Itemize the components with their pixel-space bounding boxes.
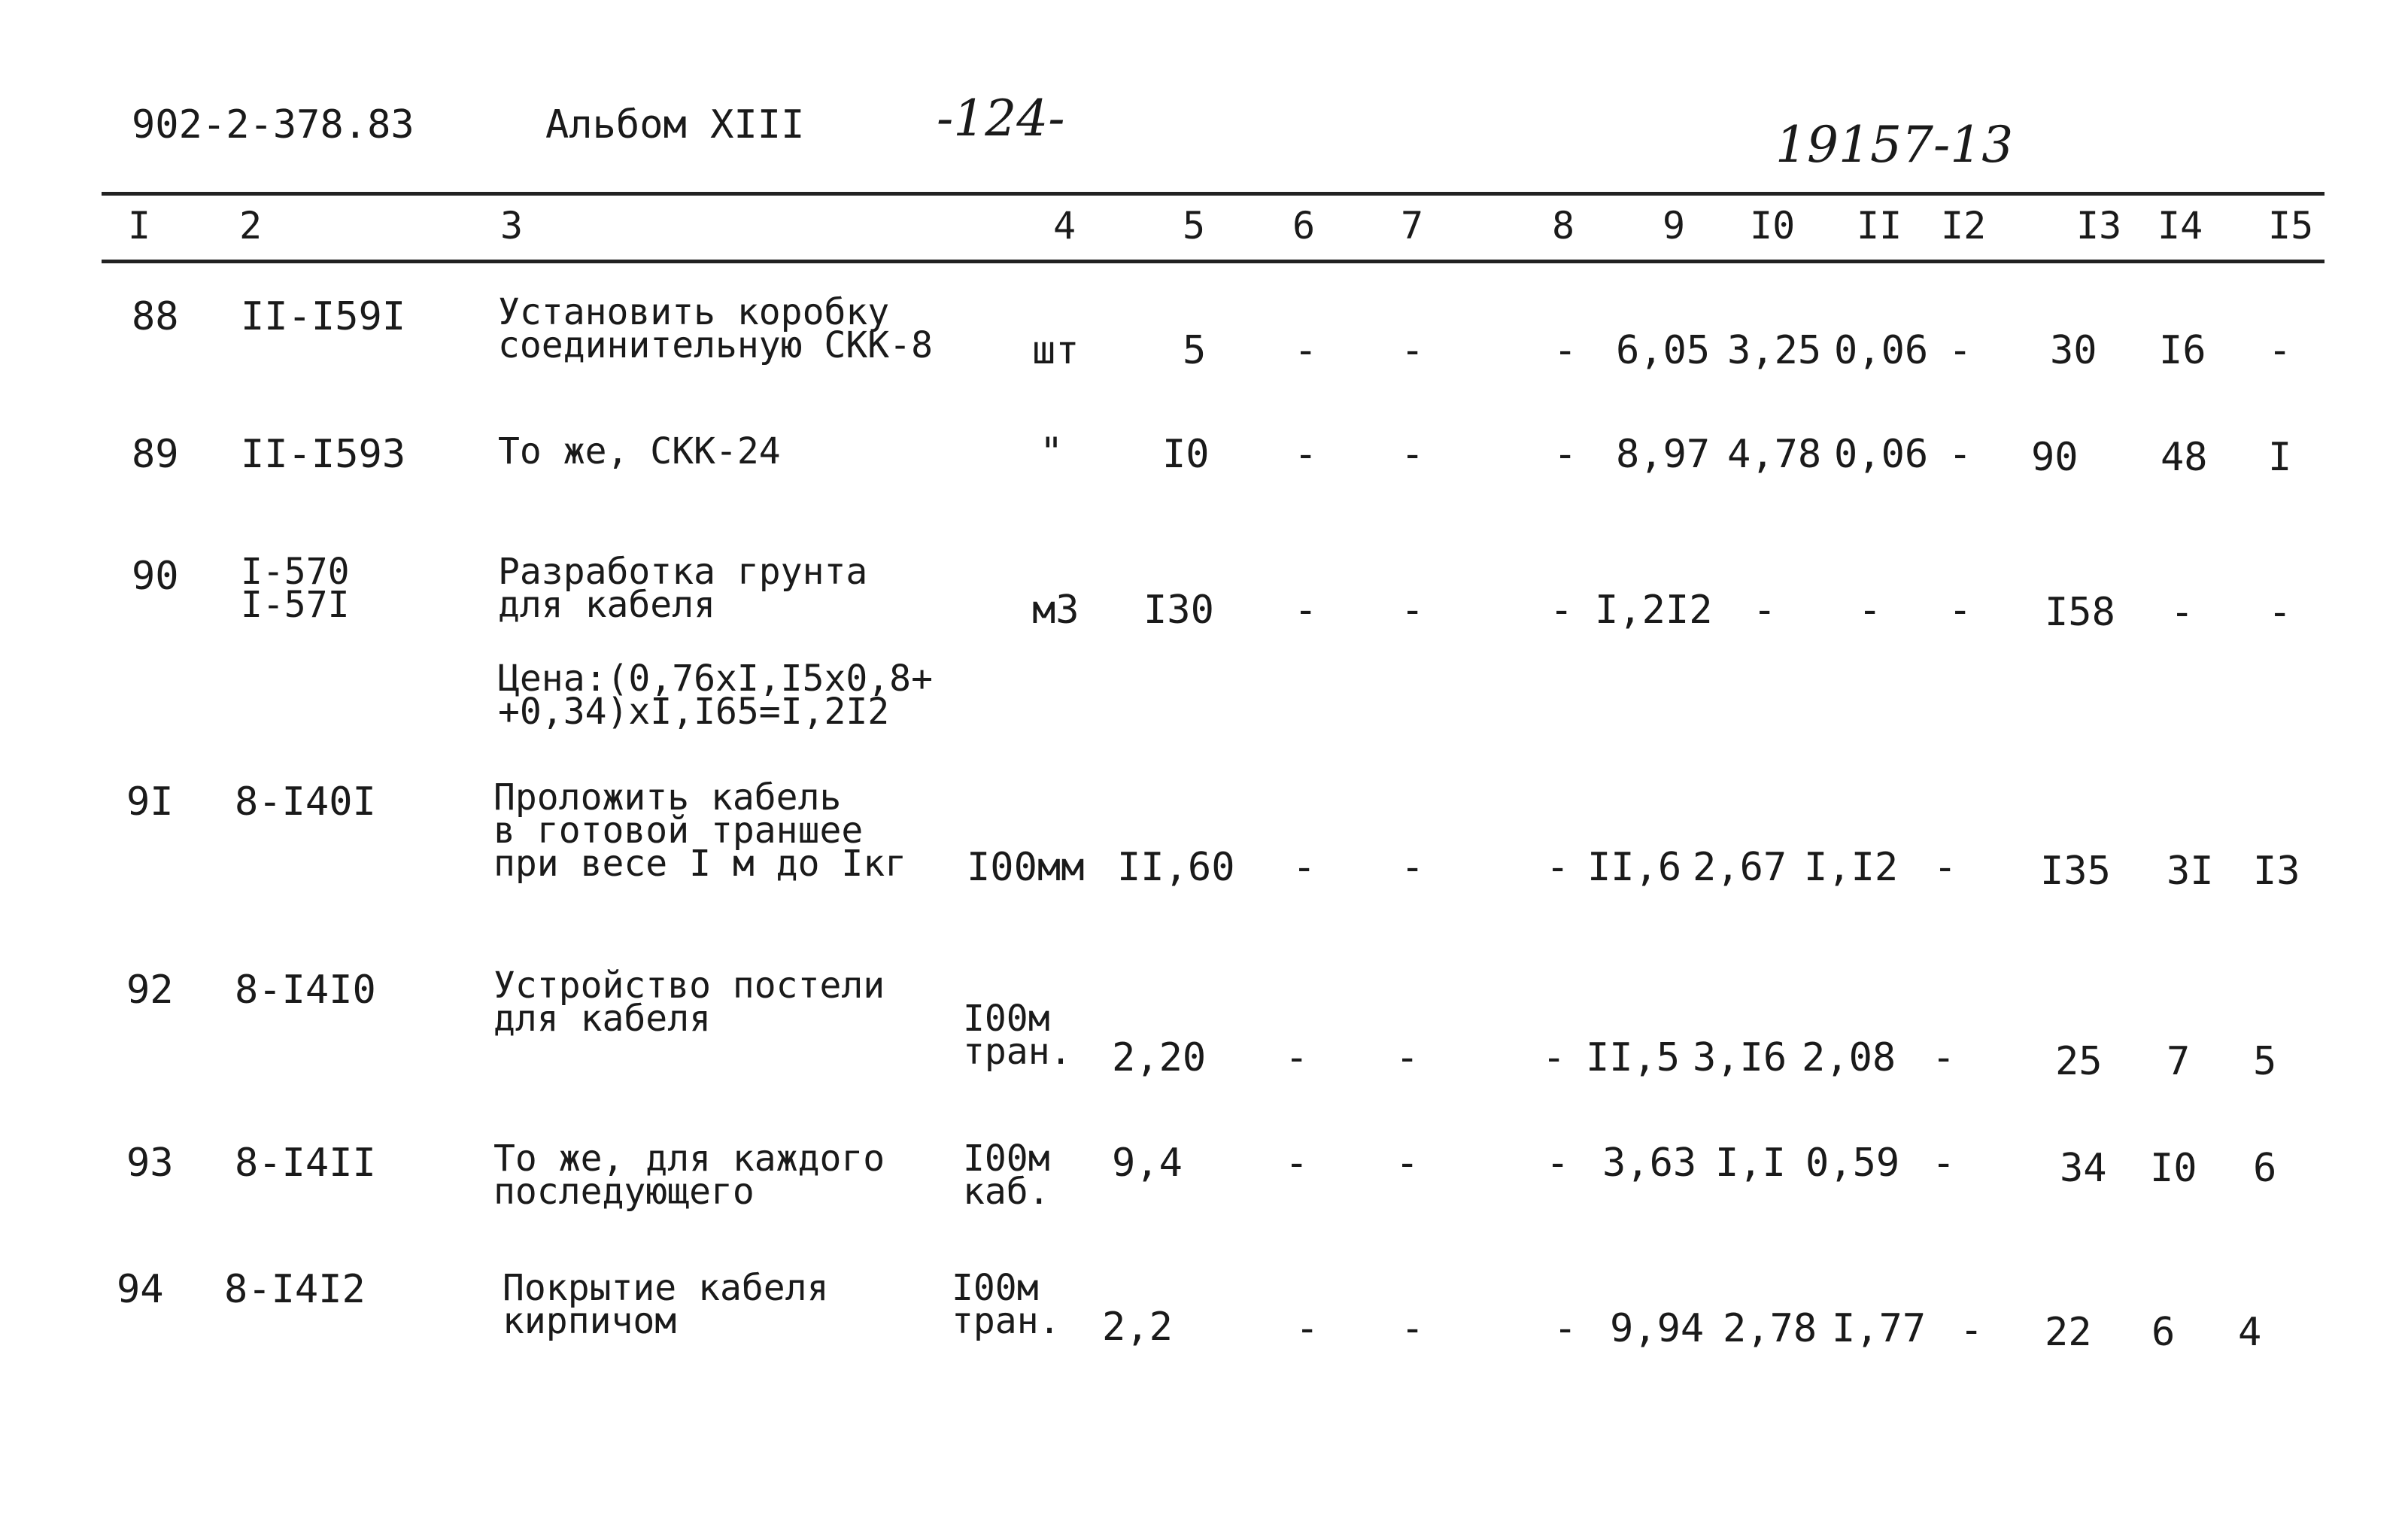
col11-value: I,I2: [1804, 845, 1899, 890]
col9-value: 3,63: [1602, 1141, 1697, 1186]
col6-value: -: [1292, 845, 1316, 890]
unit: ": [1040, 430, 1064, 475]
col8-value: -: [1542, 1035, 1566, 1080]
column-header: 3: [500, 204, 524, 248]
col7-value: -: [1395, 1141, 1420, 1186]
col12-value: -: [1948, 432, 1972, 477]
quantity: II,60: [1117, 845, 1235, 890]
unit: I00м тран.: [952, 1267, 1061, 1342]
quantity: I30: [1143, 588, 1214, 633]
norm-code: II-I59I: [241, 294, 406, 339]
col7-value: -: [1395, 1035, 1420, 1080]
norm-code: I-570 I-57I: [241, 551, 350, 626]
col10-value: 2,67: [1693, 845, 1787, 890]
column-header: 7: [1401, 204, 1424, 248]
col15-value: -: [2268, 590, 2292, 635]
row-number: 94: [117, 1267, 164, 1312]
col11-value: 0,06: [1834, 432, 1929, 477]
col8-value: -: [1546, 845, 1570, 890]
col11-value: I,77: [1832, 1306, 1927, 1351]
col14-value: 6: [2151, 1310, 2176, 1355]
col6-value: -: [1294, 328, 1318, 373]
col7-value: -: [1401, 432, 1425, 477]
col13-value: 22: [2045, 1310, 2092, 1355]
column-header: I5: [2268, 204, 2314, 248]
row-number: 92: [126, 968, 174, 1013]
work-description: Проложить кабель в готовой траншее при весе I м до Iкг: [493, 776, 907, 885]
column-header: I0: [1750, 204, 1796, 248]
norm-code: 8-I4I2: [224, 1267, 366, 1312]
row-number: 93: [126, 1141, 174, 1186]
album-label: Альбом XIII: [545, 102, 805, 147]
quantity: 2,20: [1112, 1035, 1207, 1080]
col13-value: I58: [2045, 590, 2115, 635]
unit: I00м тран.: [963, 998, 1072, 1073]
col14-value: 3I: [2167, 849, 2214, 894]
norm-code: 8-I4II: [235, 1141, 376, 1186]
header-bottom-rule: [102, 260, 2324, 263]
column-header: I3: [2076, 204, 2122, 248]
work-description: Устройство постели для кабеля: [493, 964, 885, 1040]
col6-value: -: [1285, 1141, 1309, 1186]
col12-value: -: [1932, 1141, 1956, 1186]
col10-value: 4,78: [1727, 432, 1822, 477]
norm-code: 8-I40I: [235, 779, 376, 825]
work-description: Разработка грунта для кабеля: [498, 551, 868, 626]
col10-value: I,I: [1715, 1141, 1786, 1186]
col12-value: -: [1933, 845, 1957, 890]
col14-value: -: [2170, 590, 2194, 635]
unit: I00м каб.: [963, 1138, 1050, 1213]
col9-value: II,5: [1586, 1035, 1681, 1080]
col9-value: 6,05: [1616, 328, 1711, 373]
column-header: I4: [2157, 204, 2203, 248]
col10-value: 3,I6: [1693, 1035, 1787, 1080]
unit: м3: [1032, 588, 1080, 633]
col15-value: 5: [2253, 1039, 2277, 1084]
col8-value: -: [1553, 432, 1577, 477]
col13-value: 34: [2060, 1146, 2107, 1191]
price-note: Цена:(0,76хI,I5х0,8+ +0,34)хI,I65=I,2I2: [498, 658, 933, 733]
work-description: То же, СКК-24: [498, 430, 781, 472]
col11-value: -: [1858, 588, 1882, 633]
col12-value: -: [1932, 1035, 1956, 1080]
col8-value: -: [1550, 588, 1574, 633]
page-number: -124-: [937, 90, 1065, 147]
col10-value: 3,25: [1727, 328, 1822, 373]
column-header: I2: [1941, 204, 1987, 248]
col8-value: -: [1546, 1141, 1570, 1186]
row-number: 9I: [126, 779, 174, 825]
col10-value: -: [1753, 588, 1777, 633]
col13-value: 25: [2055, 1039, 2103, 1084]
quantity: 5: [1183, 328, 1207, 373]
col6-value: -: [1294, 588, 1318, 633]
document-code: 902-2-378.83: [132, 102, 414, 147]
col12-value: -: [1948, 328, 1972, 373]
col8-value: -: [1553, 328, 1577, 373]
col9-value: 9,94: [1610, 1306, 1705, 1351]
col13-value: I35: [2040, 849, 2111, 894]
work-description: Покрытие кабеля кирпичом: [503, 1267, 829, 1342]
col10-value: 2,78: [1723, 1306, 1817, 1351]
col15-value: 6: [2253, 1146, 2277, 1191]
quantity: 9,4: [1112, 1141, 1183, 1186]
col12-value: -: [1960, 1308, 1984, 1353]
col14-value: I6: [2159, 328, 2206, 373]
col9-value: 8,97: [1616, 432, 1711, 477]
column-header: 2: [239, 204, 263, 248]
quantity: 2,2: [1102, 1305, 1173, 1350]
col15-value: I: [2268, 435, 2292, 480]
column-header: I: [128, 204, 151, 248]
col15-value: 4: [2238, 1310, 2262, 1355]
row-number: 90: [132, 554, 179, 599]
col9-value: II,6: [1587, 845, 1682, 890]
col14-value: 7: [2167, 1039, 2191, 1084]
norm-code: 8-I4I0: [235, 968, 376, 1013]
row-number: 89: [132, 432, 179, 477]
col15-value: -: [2268, 328, 2292, 373]
col7-value: -: [1401, 328, 1425, 373]
column-header: 6: [1292, 204, 1316, 248]
quantity: I0: [1162, 432, 1210, 477]
column-header: 4: [1053, 204, 1076, 248]
column-header: 8: [1552, 204, 1575, 248]
col8-value: -: [1553, 1306, 1577, 1351]
header-top-rule: [102, 192, 2324, 196]
col14-value: 48: [2161, 435, 2208, 480]
col12-value: -: [1948, 588, 1972, 633]
archive-stamp: 19157-13: [1775, 116, 2014, 174]
col13-value: 30: [2050, 328, 2097, 373]
col14-value: I0: [2150, 1146, 2197, 1191]
col6-value: -: [1285, 1035, 1309, 1080]
norm-code: II-I593: [241, 432, 406, 477]
column-header: 5: [1183, 204, 1206, 248]
col15-value: I3: [2253, 849, 2300, 894]
col9-value: I,2I2: [1595, 588, 1713, 633]
column-header: II: [1857, 204, 1902, 248]
col11-value: 2,08: [1802, 1035, 1896, 1080]
work-description: Установить коробку соединительную СКК-8: [498, 291, 933, 366]
col11-value: 0,06: [1834, 328, 1929, 373]
row-number: 88: [132, 294, 179, 339]
col6-value: -: [1294, 432, 1318, 477]
col7-value: -: [1401, 588, 1425, 633]
unit: I00мм: [967, 845, 1085, 890]
column-header: 9: [1663, 204, 1686, 248]
col7-value: -: [1401, 1306, 1425, 1351]
work-description: То же, для каждого последующего: [493, 1138, 885, 1213]
col6-value: -: [1295, 1306, 1319, 1351]
col7-value: -: [1401, 845, 1425, 890]
unit: шт: [1032, 328, 1080, 373]
col13-value: 90: [2031, 435, 2079, 480]
col11-value: 0,59: [1805, 1141, 1900, 1186]
